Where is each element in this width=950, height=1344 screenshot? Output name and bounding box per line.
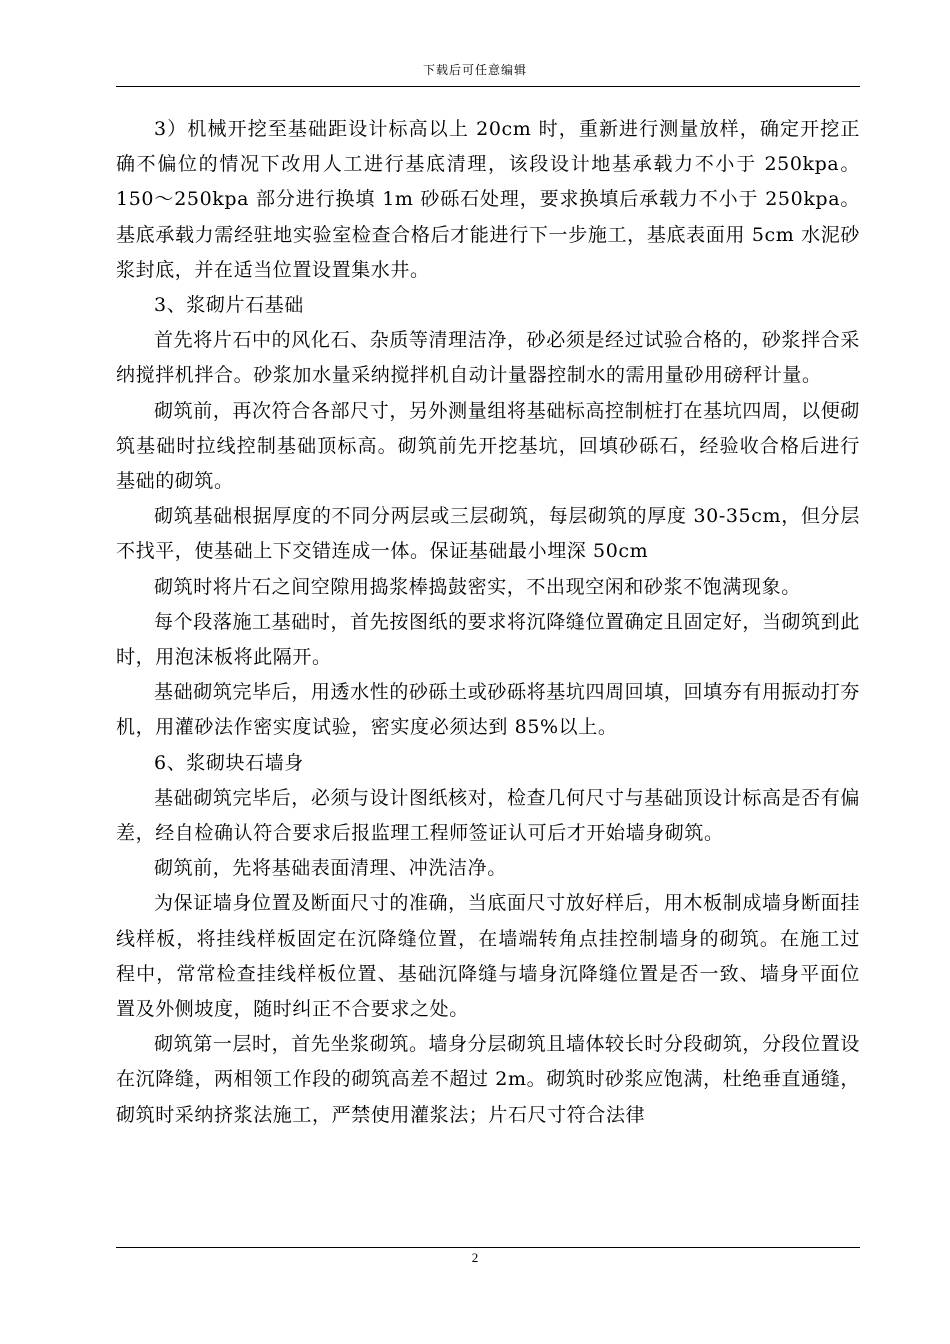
paragraph-compaction: 砌筑时将片石之间空隙用捣浆棒捣鼓密实，不出现空闲和砂浆不饱满现象。 bbox=[154, 575, 801, 598]
heading-wall: 6、浆砌块石墙身 bbox=[154, 751, 304, 774]
paragraph-settlement-joint: 每个段落施工基础时，首先按图纸的要求将沉降缝位置确定且固定好，当砌筑到此时，用泡沫板将此隔开。 bbox=[116, 610, 860, 669]
paragraph-materials: 首先将片石中的风化石、杂质等清理洁净，砂必须是经过试验合格的，砂浆拌合采纳搅拌机拌合。砂浆加水量采纳搅拌机自动计量器控制水的需用量砂用磅秤计量。 bbox=[116, 329, 860, 387]
paragraph-wall-check: 基础砌筑完毕后，必须与设计图纸核对，检查几何尺寸与基础顶设计标高是否有偏差，经自检确认符合要求后报监理工程师签证认可后才开始墙身砌筑。 bbox=[116, 786, 860, 845]
paragraph-wall-clean: 砌筑前，先将基础表面清理、冲洗洁净。 bbox=[154, 857, 507, 880]
paragraph-before-masonry: 砌筑前，再次符合各部尺寸，另外测量组将基础标高控制桩打在基坑四周，以便砌筑基础时拉线控制基础顶标高。砌筑前先开挖基坑，回填砂砾石，经验收合格后进行基础的砌筑。 bbox=[116, 399, 860, 493]
paragraph-wall-first-layer: 砌筑第一层时，首先坐浆砌筑。墙身分层砌筑且墙体较长时分段砌筑，分段位置设在沉降缝，两相领工作段的砌筑高差不超过 2m。砌筑时砂浆应饱满，杜绝垂直通缝，砌筑时采纳挤浆法施工，严禁使用灌浆法；片石尺寸符合法律 bbox=[116, 1033, 860, 1126]
paragraph-backfill: 基础砌筑完毕后，用透水性的砂砾土或砂砾将基坑四周回填，回填夯有用振动打夯机，用灌砂法作密实度试验，密实度必须达到 85%以上。 bbox=[116, 681, 860, 739]
page-header: 下载后可任意编辑 bbox=[422, 63, 527, 77]
paragraph-wall-template: 为保证墙身位置及断面尺寸的准确，当底面尺寸放好样后，用木板制成墙身断面挂线样板，将挂线样板固定在沉降缝位置，在墙端转角点挂控制墙身的砌筑。在施工过程中，常常检查挂线样板位置、基础沉降缝与墙身沉降缝位置是否一致、墙身平面位置及外侧坡度，随时纠正不合要求之处。 bbox=[116, 892, 860, 1021]
document-body bbox=[116, 112, 860, 1133]
page-number: 2 bbox=[471, 1250, 479, 1265]
heading-foundation: 3、浆砌片石基础 bbox=[154, 294, 304, 317]
paragraph-layers: 砌筑基础根据厚度的不同分两层或三层砌筑，每层砌筑的厚度 30-35cm，但分层不找平，使基础上下交错连成一体。保证基础最小埋深 50cm bbox=[116, 505, 860, 563]
header-rule bbox=[116, 86, 860, 87]
footer-rule bbox=[116, 1247, 860, 1248]
paragraph-excavation: 3）机械开挖至基础距设计标高以上 20cm 时，重新进行测量放样，确定开挖正确不偏位的情况下改用人工进行基底清理，该段设计地基承载力不小于 250kpa。150～250kpa 部分进行换填 1m 砂砾石处理，要求换填后承载力不小于 250kpa。基底承载力需经驻地实验室检查合格后才能进行下一步施工，基底表面用 5cm 水泥砂浆封底，并在适当位置设置集水井。 bbox=[116, 118, 860, 281]
